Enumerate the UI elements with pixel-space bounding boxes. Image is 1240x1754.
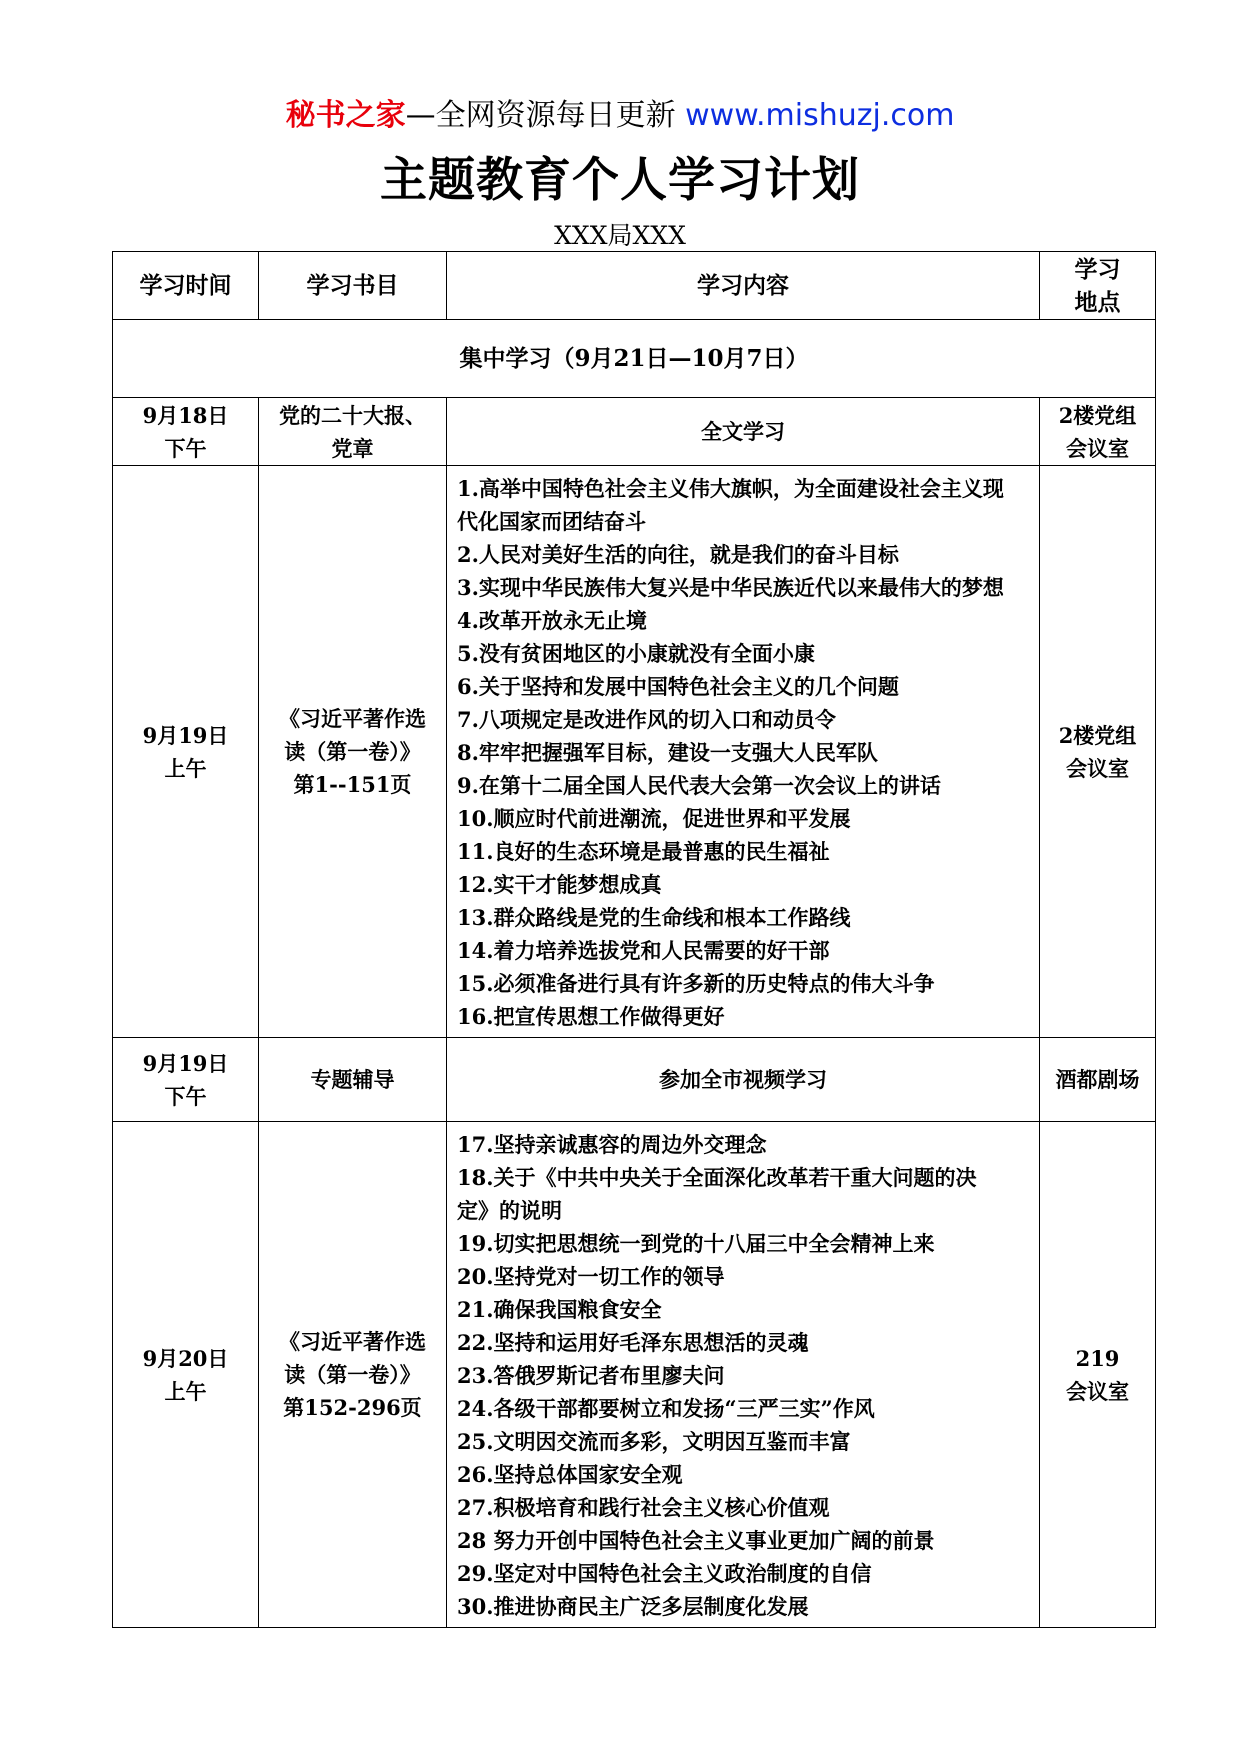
list-item: 9.在第十二届全国人民代表大会第一次会议上的讲话 xyxy=(457,773,941,798)
row-content: 参加全市视频学习 xyxy=(447,1038,1040,1122)
list-item: 27.积极培育和践行社会主义核心价值观 xyxy=(457,1495,830,1520)
row-period: 下午 xyxy=(164,1083,207,1109)
row-place-line: 会议室 xyxy=(1066,1378,1129,1404)
row-book-line: 读（第一卷）》 xyxy=(284,739,421,764)
header-place-line2: 地点 xyxy=(1074,288,1121,316)
list-item: 7.八项规定是改进作风的切入口和动员令 xyxy=(457,707,836,732)
list-item: 24.各级干部都要树立和发扬“三严三实”作风 xyxy=(457,1396,875,1421)
row-place-line: 会议室 xyxy=(1066,755,1129,781)
list-item: 29.坚定对中国特色社会主义政治制度的自信 xyxy=(457,1561,872,1586)
list-item: 26.坚持总体国家安全观 xyxy=(457,1462,683,1487)
row-place xyxy=(1040,1122,1156,1628)
site-slogan: —全网资源每日更新 xyxy=(405,98,686,133)
list-item: 6.关于坚持和发展中国特色社会主义的几个问题 xyxy=(457,674,899,699)
row-place xyxy=(1040,398,1156,466)
list-item: 2.人民对美好生活的向往，就是我们的奋斗目标 xyxy=(457,542,899,567)
row-place-line: 酒都剧场 xyxy=(1055,1067,1140,1092)
row-place-line: 219 xyxy=(1075,1345,1120,1371)
list-item: 定》的说明 xyxy=(457,1198,562,1223)
list-item: 14.着力培养选拔党和人民需要的好干部 xyxy=(457,938,830,963)
document-title: 主题教育个人学习计划 xyxy=(380,153,860,208)
section-row xyxy=(113,320,1156,398)
list-item: 22.坚持和运用好毛泽东思想活的灵魂 xyxy=(457,1330,809,1355)
header-place xyxy=(1040,252,1156,320)
list-item: 21.确保我国粮食安全 xyxy=(457,1297,662,1322)
row-book-line: 《习近平著作选 xyxy=(279,706,426,731)
section-title: 集中学习（9月21日—10月7日） xyxy=(113,320,1156,398)
row-book-line: 党的二十大报、 xyxy=(279,402,426,428)
row-date: 9月20日 xyxy=(142,1345,229,1371)
row-period: 上午 xyxy=(164,755,207,781)
list-item: 18.关于《中共中央关于全面深化改革若干重大问题的决 xyxy=(457,1165,977,1190)
row-book xyxy=(259,1122,447,1628)
row-content-list xyxy=(447,466,1040,1038)
list-item: 23.答俄罗斯记者布里廖夫问 xyxy=(457,1363,725,1388)
header-place-line1: 学习 xyxy=(1074,255,1121,283)
row-book xyxy=(259,398,447,466)
list-item: 15.必须准备进行具有许多新的历史特点的伟大斗争 xyxy=(457,971,935,996)
row-book-line: 《习近平著作选 xyxy=(279,1329,426,1354)
header-content: 学习内容 xyxy=(447,252,1040,320)
list-item: 19.切实把思想统一到党的十八届三中全会精神上来 xyxy=(457,1231,935,1256)
row-book-line: 党章 xyxy=(331,435,374,461)
row-place xyxy=(1040,466,1156,1038)
list-item: 5.没有贫困地区的小康就没有全面小康 xyxy=(457,641,815,666)
site-banner xyxy=(0,96,1240,136)
row-place-line: 会议室 xyxy=(1066,435,1129,461)
list-item: 28 努力开创中国特色社会主义事业更加广阔的前景 xyxy=(457,1528,935,1553)
row-book-line: 专题辅导 xyxy=(310,1067,395,1092)
row-book-line: 读（第一卷）》 xyxy=(284,1362,421,1387)
header-book: 学习书目 xyxy=(259,252,447,320)
row-time xyxy=(113,466,259,1038)
list-item: 1.高举中国特色社会主义伟大旗帜，为全面建设社会主义现 xyxy=(457,476,1004,501)
site-url-link[interactable]: www.mishuzj.com xyxy=(685,98,955,133)
study-plan-table xyxy=(112,251,1156,1628)
row-book-line: 第1--151页 xyxy=(293,772,412,797)
row-content-list xyxy=(447,1122,1040,1628)
list-item: 8.牢牢把握强军目标，建设一支强大人民军队 xyxy=(457,740,878,765)
table-row xyxy=(113,466,1156,1038)
list-item: 10.顺应时代前进潮流，促进世界和平发展 xyxy=(457,806,851,831)
row-date: 9月19日 xyxy=(142,1050,229,1076)
table-row xyxy=(113,1122,1156,1628)
row-place-line: 2楼党组 xyxy=(1058,402,1137,428)
row-place-line: 2楼党组 xyxy=(1058,722,1137,748)
list-item: 16.把宣传思想工作做得更好 xyxy=(457,1004,725,1029)
table-row xyxy=(113,1038,1156,1122)
list-item: 4.改革开放永无止境 xyxy=(457,608,647,633)
table-row xyxy=(113,398,1156,466)
list-item: 13.群众路线是党的生命线和根本工作路线 xyxy=(457,905,851,930)
list-item: 20.坚持党对一切工作的领导 xyxy=(457,1264,725,1289)
list-item: 25.文明因交流而多彩，文明因互鉴而丰富 xyxy=(457,1429,851,1454)
row-book xyxy=(259,1038,447,1122)
row-period: 上午 xyxy=(164,1378,207,1404)
list-item: 30.推进协商民主广泛多层制度化发展 xyxy=(457,1594,809,1619)
site-brand: 秘书之家 xyxy=(285,98,406,133)
row-content: 全文学习 xyxy=(447,398,1040,466)
list-item: 3.实现中华民族伟大复兴是中华民族近代以来最伟大的梦想 xyxy=(457,575,1004,600)
row-time xyxy=(113,1122,259,1628)
row-date: 9月18日 xyxy=(142,402,229,428)
row-time xyxy=(113,1038,259,1122)
row-place xyxy=(1040,1038,1156,1122)
row-period: 下午 xyxy=(164,435,207,461)
row-book xyxy=(259,466,447,1038)
list-item: 代化国家而团结奋斗 xyxy=(457,509,646,534)
row-date: 9月19日 xyxy=(142,722,229,748)
list-item: 17.坚持亲诚惠容的周边外交理念 xyxy=(457,1132,767,1157)
row-time xyxy=(113,398,259,466)
table-header-row xyxy=(113,252,1156,320)
list-item: 12.实干才能梦想成真 xyxy=(457,872,662,897)
header-time: 学习时间 xyxy=(113,252,259,320)
row-book-line: 第152-296页 xyxy=(283,1395,422,1420)
document-author: XXX局XXX xyxy=(554,221,686,250)
list-item: 11.良好的生态环境是最普惠的民生福祉 xyxy=(457,839,830,864)
